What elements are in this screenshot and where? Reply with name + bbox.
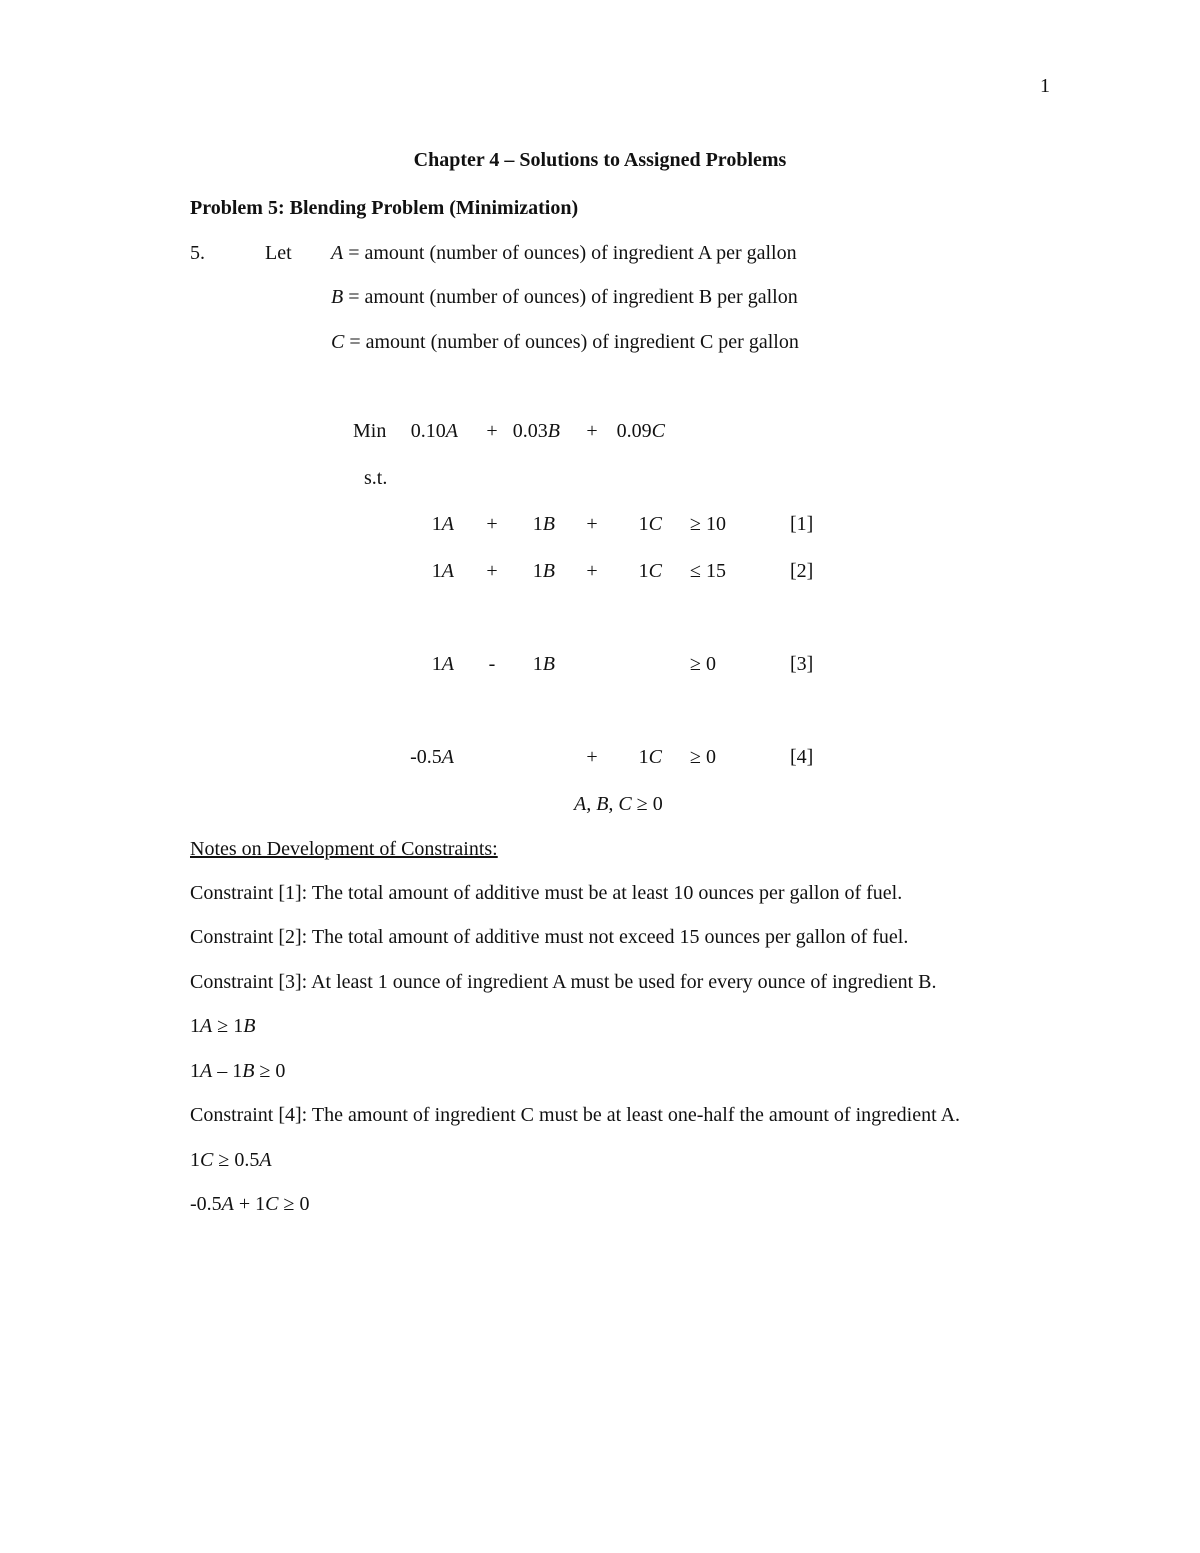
constraint-3-term-b (500, 652, 555, 676)
coefficient: 1 (532, 560, 543, 582)
definition-c (331, 330, 799, 354)
problem-number: 5. (190, 242, 205, 264)
variable: B (542, 513, 555, 535)
coefficient: 1 (532, 513, 543, 535)
constraint-2-operator: + (586, 560, 598, 582)
coefficient: 1 (638, 746, 649, 768)
term: ≥ 0 (254, 1060, 286, 1082)
term: ≥ 1 (212, 1015, 244, 1037)
constraint-1-operator: + (586, 513, 598, 535)
term: ≥ 0.5 (213, 1149, 260, 1171)
term: – 1 (212, 1060, 243, 1082)
let-word: Let (265, 242, 292, 264)
definition-var: A (331, 242, 344, 264)
constraint-1-operator: + (486, 513, 498, 535)
constraint-4-term-a (390, 745, 454, 769)
coefficient: 0.03 (512, 420, 548, 442)
variable: A (445, 420, 458, 442)
min-label: Min (353, 420, 387, 442)
constraint-2-operator: + (486, 560, 498, 582)
variable: C (651, 420, 665, 442)
note-constraint-2: Constraint [2]: The total amount of additive must not exceed 15 ounces per gallon of fuel. (190, 926, 909, 948)
definition-b (331, 285, 798, 309)
constraint-4-relation: ≥ 0 (690, 746, 716, 768)
nonnegativity (574, 792, 663, 816)
coefficient: 1 (431, 560, 442, 582)
variable: C (200, 1149, 214, 1171)
variable: A (441, 513, 454, 535)
definition-text: = amount (number of ounces) of ingredient A per gallon (343, 242, 797, 264)
note-constraint-3: Constraint [3]: At least 1 ounce of ingredient A must be used for every ounce of ingredient B. (190, 971, 937, 993)
variable: C (265, 1193, 279, 1215)
constraint-1-relation: ≥ 10 (690, 513, 726, 535)
coefficient: -0.5 (410, 746, 442, 768)
coefficient: 1 (532, 653, 543, 675)
note-constraint-4-inequality (190, 1148, 272, 1172)
variable: A (259, 1149, 272, 1171)
note-constraint-4: Constraint [4]: The amount of ingredient C must be at least one-half the amount of ingredient A. (190, 1104, 961, 1126)
variable: B (542, 560, 555, 582)
objective-term-b (490, 419, 560, 443)
st-label: s.t. (364, 467, 388, 489)
note-constraint-3-standard-form (190, 1059, 285, 1083)
constraint-2-relation: ≤ 15 (690, 560, 726, 582)
constraint-4-tag: [4] (790, 746, 814, 768)
coefficient: 1 (638, 560, 649, 582)
objective-term-a (390, 419, 458, 443)
nonnegativity-vars: A, B, C (574, 793, 632, 815)
variable: C (648, 513, 662, 535)
variable: B (547, 420, 560, 442)
coefficient: 1 (431, 513, 442, 535)
variable: B (243, 1015, 256, 1037)
term: -0.5 (190, 1193, 222, 1215)
term: 1 (190, 1149, 200, 1171)
constraint-1-term-b (500, 512, 555, 536)
note-constraint-3-inequality (190, 1014, 255, 1038)
note-constraint-4-standard-form (190, 1192, 310, 1216)
page-number: 1 (1040, 75, 1050, 97)
constraint-4-term-c (600, 745, 662, 769)
coefficient: 1 (638, 513, 649, 535)
constraint-3-operator: - (488, 653, 496, 675)
constraint-2-term-b (500, 559, 555, 583)
constraint-1-term-a (390, 512, 454, 536)
variable: A (441, 560, 454, 582)
definition-var: C (331, 331, 345, 353)
nonnegativity-relation: ≥ 0 (631, 793, 663, 815)
constraint-1-term-c (600, 512, 662, 536)
variable: B (542, 653, 555, 675)
objective-operator: + (586, 420, 598, 442)
coefficient: 1 (431, 653, 442, 675)
term: 1 (190, 1060, 200, 1082)
definition-var: B (331, 286, 344, 308)
term: + 1 (233, 1193, 266, 1215)
notes-heading: Notes on Development of Constraints: (190, 838, 498, 860)
definition-text: = amount (number of ounces) of ingredient B per gallon (343, 286, 798, 308)
variable: A (200, 1060, 213, 1082)
term: 1 (190, 1015, 200, 1037)
variable: A (221, 1193, 234, 1215)
constraint-4-operator: + (586, 746, 598, 768)
constraint-2-tag: [2] (790, 560, 814, 582)
variable: B (242, 1060, 255, 1082)
term: ≥ 0 (278, 1193, 310, 1215)
coefficient: 0.10 (410, 420, 446, 442)
coefficient: 0.09 (616, 420, 652, 442)
objective-operator: + (486, 420, 498, 442)
constraint-3-term-a (390, 652, 454, 676)
constraint-2-term-c (600, 559, 662, 583)
variable: A (441, 653, 454, 675)
variable: A (441, 746, 454, 768)
variable: C (648, 560, 662, 582)
note-constraint-1: Constraint [1]: The total amount of additive must be at least 10 ounces per gallon of fuel. (190, 882, 903, 904)
chapter-title: Chapter 4 – Solutions to Assigned Problems (413, 149, 787, 171)
constraint-3-tag: [3] (790, 653, 814, 675)
constraint-2-term-a (390, 559, 454, 583)
variable: C (648, 746, 662, 768)
objective-term-c (590, 419, 665, 443)
definition-a (331, 241, 797, 265)
constraint-3-relation: ≥ 0 (690, 653, 716, 675)
problem-heading: Problem 5: Blending Problem (Minimization) (190, 197, 579, 219)
constraint-1-tag: [1] (790, 513, 814, 535)
definition-text: = amount (number of ounces) of ingredient C per gallon (344, 331, 799, 353)
variable: A (200, 1015, 213, 1037)
